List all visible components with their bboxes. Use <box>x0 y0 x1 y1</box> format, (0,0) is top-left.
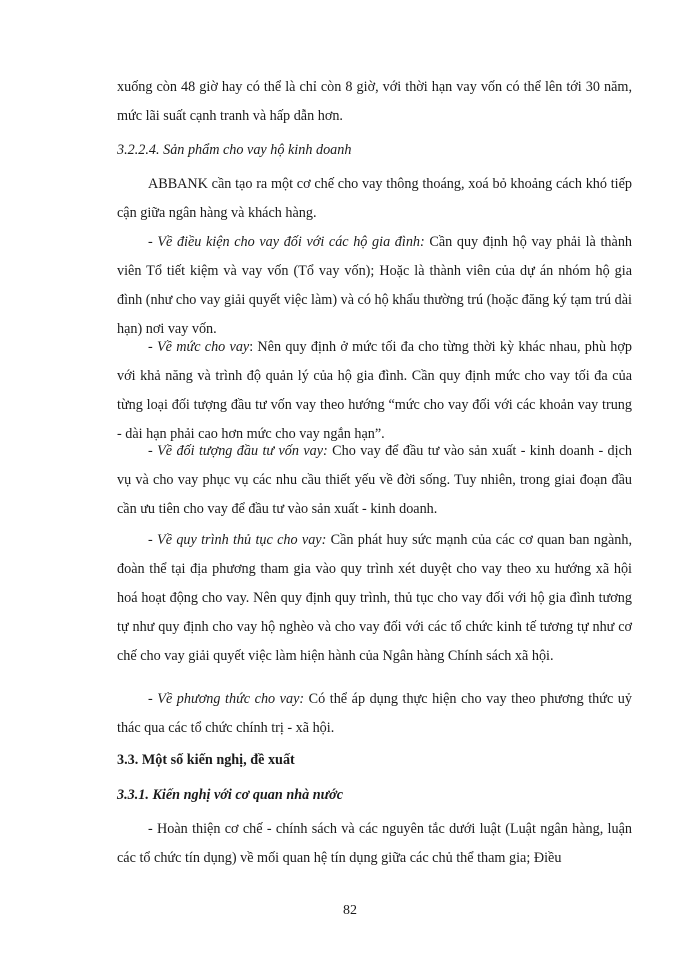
recommendation-paragraph: - Hoàn thiện cơ chế - chính sách và các nguyên tắc dưới luật (Luật ngân hàng, luận các tổ chức tín dụng) về mối quan hệ tín dụng giữa các chủ thể tham gia; Điều <box>117 821 632 866</box>
loan-level-dash: - <box>148 339 157 355</box>
loan-conditions-lead: - Về điều kiện cho vay đối với các hộ gia đình: <box>148 234 425 250</box>
loan-procedure-paragraph <box>117 526 632 671</box>
loan-procedure-lead: Về quy trình thủ tục cho vay: <box>157 532 327 548</box>
loan-method-paragraph <box>117 685 632 743</box>
loan-level-body: : Nên quy định ở mức tối đa cho từng thời kỳ khác nhau, phù hợp với khả năng và trình độ quản lý của hộ gia đình. Cần quy định mức cho vay tối đa của từng loại đối tượng đầu tư vốn vay theo hướng “mức cho vay đối với các khoản vay trung - dài hạn phải cao hơn mức cho vay ngắn hạn”. <box>117 339 633 442</box>
section-heading-3-3: 3.3. Một số kiến nghị, đề xuất <box>117 752 295 768</box>
loan-procedure-body: Cần phát huy sức mạnh của các cơ quan ban ngành, đoàn thể tại địa phương tham gia vào quy trình xét duyệt cho vay theo xu hướng xã hội hoá hoạt động cho vay. Nên quy định quy trình, thủ tục cho vay đối với hộ gia đình tương tự như quy định cho vay hộ nghèo và cho vay đối với các tổ chức kinh tế tương tự như cơ chế cho vay giải quyết việc làm hiện hành của Ngân hàng Chính sách xã hội. <box>117 532 633 664</box>
loan-target-dash: - <box>148 443 158 459</box>
loan-procedure-dash: - <box>148 532 158 548</box>
loan-method-body: Có thể áp dụng thực hiện cho vay theo phương thức uỷ thác qua các tổ chức chính trị - xã hội. <box>117 691 632 736</box>
loan-target-body: Cho vay để đầu tư vào sản xuất - kinh doanh - dịch vụ và cho vay phục vụ các nhu cầu thiết yếu về đời sống. Tuy nhiên, trong giai đoạn đầu cần ưu tiên cho vay để đầu tư vào sản xuất - kinh doanh. <box>117 443 632 517</box>
loan-level-paragraph <box>117 333 632 449</box>
loan-level-lead: Về mức cho vay <box>157 339 250 355</box>
page-number: 82 <box>343 903 357 918</box>
loan-method-dash: - <box>148 691 158 707</box>
loan-method-lead: Về phương thức cho vay: <box>157 691 305 707</box>
loan-target-lead: Về đối tượng đầu tư vốn vay: <box>157 443 328 459</box>
loan-conditions-body: Cần quy định hộ vay phải là thành viên Tổ tiết kiệm và vay vốn (Tổ vay vốn); Hoặc là thành viên của dự án nhóm hộ gia đình (như cho vay giải quyết việc làm) và có hộ khẩu thường trú (hoặc đăng ký tạm trú dài hạn) nơi vay vốn. <box>117 234 633 337</box>
loan-conditions-paragraph <box>117 228 632 344</box>
loan-target-paragraph <box>117 437 632 524</box>
continuation-paragraph: xuống còn 48 giờ hay có thể là chỉ còn 8 giờ, với thời hạn vay vốn có thể lên tới 30 năm, mức lãi suất cạnh tranh và hấp dẫn hơn. <box>117 79 632 124</box>
abbank-paragraph: ABBANK cần tạo ra một cơ chế cho vay thông thoáng, xoá bỏ khoảng cách khó tiếp cận giữa ngân hàng và khách hàng. <box>117 176 632 221</box>
section-heading-3-3-1: 3.3.1. Kiến nghị với cơ quan nhà nước <box>117 787 344 803</box>
section-heading-3-2-2-4: 3.2.2.4. Sản phẩm cho vay hộ kinh doanh <box>117 142 352 158</box>
